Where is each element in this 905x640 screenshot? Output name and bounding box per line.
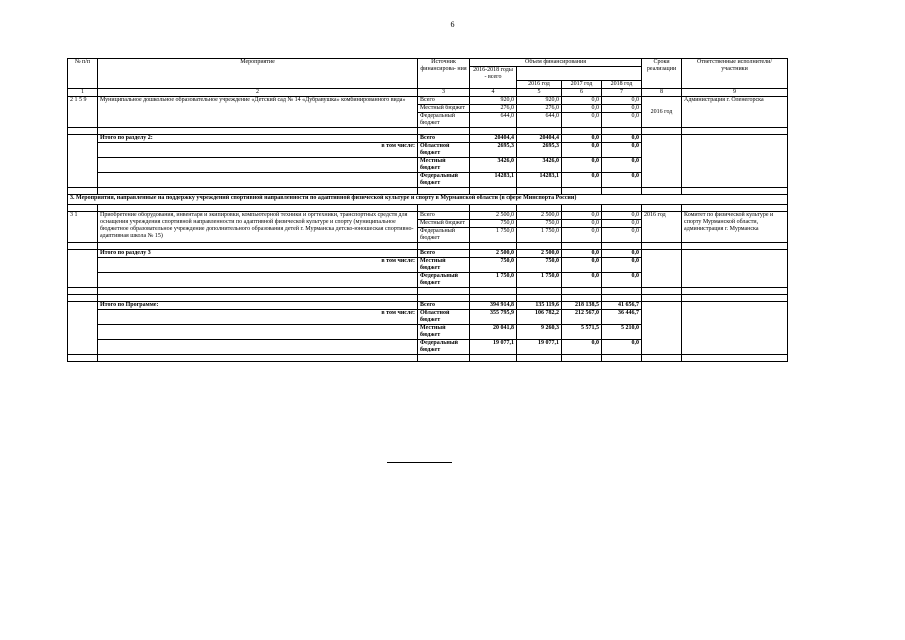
item-number: 3 1: [68, 212, 98, 243]
value-cell: 212 567,0: [562, 310, 602, 325]
value-cell: 0,0: [602, 273, 642, 288]
value-cell: 0,0: [562, 340, 602, 355]
source-cell: Всего: [418, 302, 470, 310]
table-row: [68, 302, 788, 310]
source-cell: Местный бюджет: [418, 220, 470, 228]
source-cell: Всего: [418, 250, 470, 258]
value-cell: 0,0: [602, 228, 642, 243]
item-event: Приобретение оборудования, инвентаря и экипировки, компьютерной техники и оргтехники, транспортных средств для оснащения учреждения спортивной направленности по адаптивной физической культуре и спорту (муниципальное бюджетное образовательное учреждение дополнительного образования детей г. Мурманска детско-юношеская спортивно-адаптивная школа № 15): [98, 212, 418, 243]
table-row: [68, 212, 788, 220]
value-cell: 750,0: [517, 258, 562, 273]
footer-divider: [387, 462, 452, 463]
value-cell: 0,0: [562, 105, 602, 113]
value-cell: 0,0: [602, 250, 642, 258]
empty-row: [68, 295, 788, 302]
header-total: 2016-2018 годы - всего: [470, 67, 517, 89]
value-cell: 0,0: [562, 113, 602, 128]
value-cell: 0,0: [562, 250, 602, 258]
value-cell: 2 500,0: [470, 250, 517, 258]
value-cell: 9 260,3: [517, 325, 562, 340]
index-cell: 5: [517, 89, 562, 97]
value-cell: 0,0: [602, 220, 642, 228]
value-cell: 0,0: [562, 228, 602, 243]
index-cell: 3: [418, 89, 470, 97]
including-label: в том числе:: [98, 143, 418, 158]
header-num: № п/п: [68, 59, 98, 89]
value-cell: 19 077,1: [470, 340, 517, 355]
section-title-row: [68, 195, 788, 205]
source-cell: Всего: [418, 97, 470, 105]
index-cell: 8: [642, 89, 682, 97]
empty-row: [68, 188, 788, 195]
value-cell: 20404,4: [470, 135, 517, 143]
value-cell: 0,0: [562, 135, 602, 143]
header-spacer: [517, 67, 642, 81]
empty-row: [68, 205, 788, 212]
value-cell: 750,0: [470, 258, 517, 273]
value-cell: 5 210,0: [602, 325, 642, 340]
source-cell: Местный бюджет: [418, 325, 470, 340]
table-row: [68, 97, 788, 105]
source-cell: Федеральный бюджет: [418, 228, 470, 243]
source-cell: Всего: [418, 135, 470, 143]
financing-table: [67, 58, 788, 362]
total-label: Итого по разделу 3: [98, 250, 418, 258]
value-cell: 0,0: [602, 113, 642, 128]
index-cell: 4: [470, 89, 517, 97]
value-cell: 0,0: [562, 273, 602, 288]
value-cell: 2 500,0: [517, 212, 562, 220]
index-cell: 1: [68, 89, 98, 97]
value-cell: 276,0: [470, 105, 517, 113]
source-cell: Местный бюджет: [418, 105, 470, 113]
table-row: [68, 250, 788, 258]
value-cell: 0,0: [602, 258, 642, 273]
item-event: Муниципальное дошкольное образовательное учреждение «Детский сад № 14 «Дубравушка» комбинированного вида»: [98, 97, 418, 128]
value-cell: 920,0: [517, 97, 562, 105]
total-label: Итого по разделу 2:: [98, 135, 418, 143]
index-cell: 2: [98, 89, 418, 97]
value-cell: 394 914,8: [470, 302, 517, 310]
header-2016: 2016 год: [517, 81, 562, 89]
value-cell: 218 138,5: [562, 302, 602, 310]
source-cell: Местный бюджет: [418, 158, 470, 173]
empty-row: [68, 243, 788, 250]
value-cell: 106 782,2: [517, 310, 562, 325]
header-2018: 2018 год: [602, 81, 642, 89]
value-cell: 0,0: [602, 173, 642, 188]
total-label: Итого по Программе:: [98, 302, 418, 310]
item-term: 2016 год: [642, 212, 682, 243]
value-cell: 2695,3: [517, 143, 562, 158]
index-row: [68, 89, 788, 97]
empty-row: [68, 355, 788, 362]
source-cell: Всего: [418, 212, 470, 220]
header-row: [68, 59, 788, 67]
value-cell: 920,0: [470, 97, 517, 105]
value-cell: 36 446,7: [602, 310, 642, 325]
value-cell: 0,0: [602, 158, 642, 173]
header-volume: Объем финансирования: [470, 59, 642, 67]
including-label: в том числе:: [98, 310, 418, 325]
value-cell: 0,0: [562, 158, 602, 173]
item-responsible: Комитет по физической культуре и спорту Мурманской области, администрация г. Мурманска: [682, 212, 788, 243]
empty-row: [68, 288, 788, 295]
value-cell: 0,0: [602, 135, 642, 143]
value-cell: 19 077,1: [517, 340, 562, 355]
header-source: Источник финансирова- ния: [418, 59, 470, 89]
source-cell: Областной бюджет: [418, 143, 470, 158]
source-cell: Федеральный бюджет: [418, 173, 470, 188]
value-cell: 1 750,0: [517, 273, 562, 288]
item-number: 2 1 5 9: [68, 97, 98, 128]
value-cell: 20 041,8: [470, 325, 517, 340]
header-responsible: Ответственные исполнители/участники: [682, 59, 788, 89]
value-cell: 1 750,0: [517, 228, 562, 243]
value-cell: 0,0: [602, 340, 642, 355]
value-cell: 0,0: [562, 220, 602, 228]
value-cell: 2 500,0: [470, 212, 517, 220]
value-cell: 2695,3: [470, 143, 517, 158]
index-cell: 9: [682, 89, 788, 97]
item-responsible: Администрация г. Оленегорска: [682, 97, 788, 128]
index-cell: 7: [602, 89, 642, 97]
source-cell: Местный бюджет: [418, 258, 470, 273]
page-number: 6: [450, 20, 455, 29]
value-cell: 3426,0: [517, 158, 562, 173]
value-cell: 750,0: [517, 220, 562, 228]
including-label: в том числе:: [98, 258, 418, 273]
section-title: 3. Мероприятия, направленные на поддержку учреждений спортивной направленности по адаптивной физической культуре и спорту в Мурманской области (в сфере Минспорта России): [68, 195, 788, 205]
header-event: Мероприятие: [98, 59, 418, 89]
value-cell: 14283,1: [470, 173, 517, 188]
value-cell: 41 656,7: [602, 302, 642, 310]
source-cell: Федеральный бюджет: [418, 340, 470, 355]
value-cell: 135 119,6: [517, 302, 562, 310]
value-cell: 644,0: [517, 113, 562, 128]
value-cell: 1 750,0: [470, 273, 517, 288]
value-cell: 0,0: [562, 143, 602, 158]
value-cell: 276,0: [517, 105, 562, 113]
value-cell: 355 795,9: [470, 310, 517, 325]
value-cell: 20404,4: [517, 135, 562, 143]
table-row: [68, 135, 788, 143]
value-cell: 0,0: [562, 173, 602, 188]
header-terms: Сроки реализации: [642, 59, 682, 89]
value-cell: 3426,0: [470, 158, 517, 173]
source-cell: Федеральный бюджет: [418, 113, 470, 128]
value-cell: 0,0: [562, 212, 602, 220]
value-cell: 0,0: [602, 105, 642, 113]
value-cell: 0,0: [602, 212, 642, 220]
value-cell: 0,0: [602, 97, 642, 105]
value-cell: 0,0: [562, 258, 602, 273]
index-cell: 6: [562, 89, 602, 97]
source-cell: Федеральный бюджет: [418, 273, 470, 288]
item-term: 2016 год: [642, 97, 682, 128]
value-cell: 5 571,5: [562, 325, 602, 340]
value-cell: 644,0: [470, 113, 517, 128]
value-cell: 2 500,0: [517, 250, 562, 258]
value-cell: 0,0: [602, 143, 642, 158]
value-cell: 1 750,0: [470, 228, 517, 243]
value-cell: 14283,1: [517, 173, 562, 188]
empty-row: [68, 128, 788, 135]
source-cell: Областной бюджет: [418, 310, 470, 325]
value-cell: 0,0: [562, 97, 602, 105]
value-cell: 750,0: [470, 220, 517, 228]
header-2017: 2017 год: [562, 81, 602, 89]
